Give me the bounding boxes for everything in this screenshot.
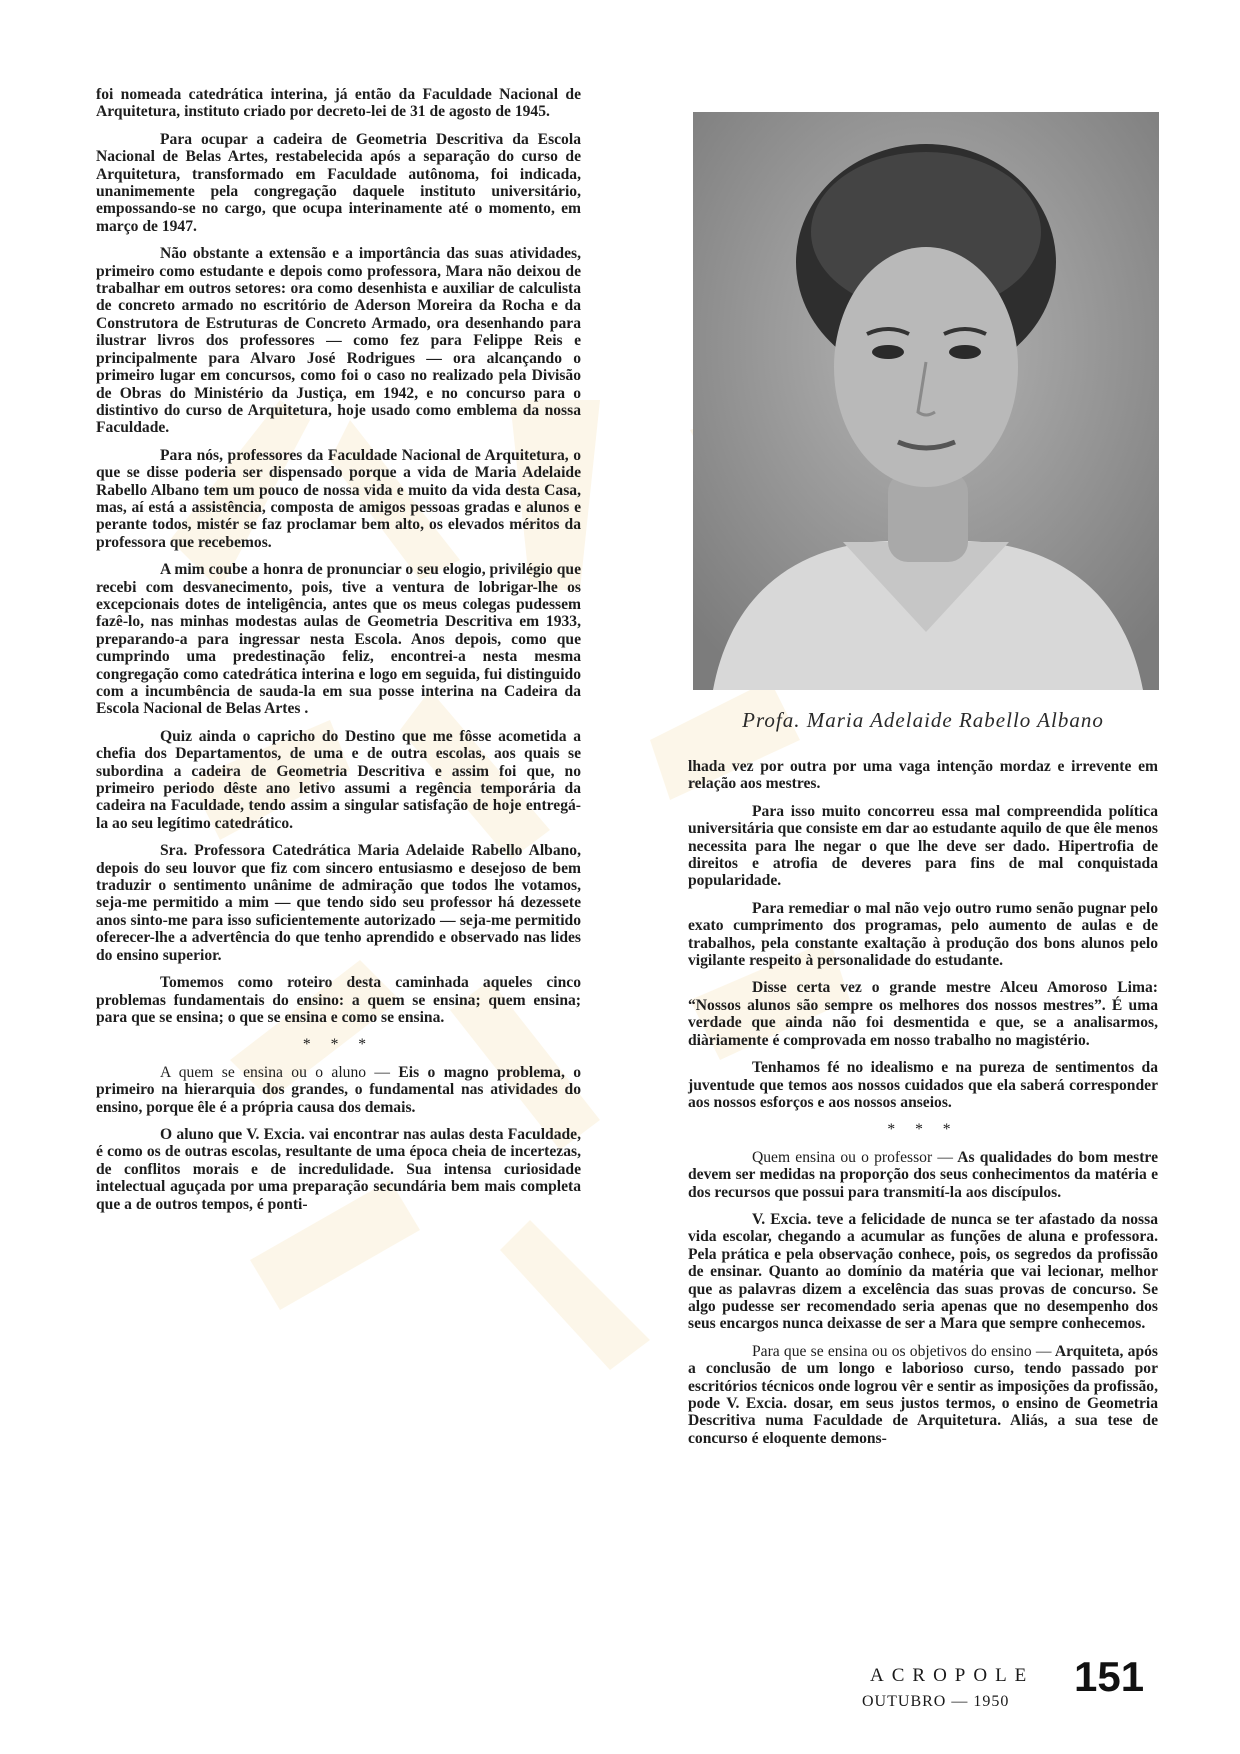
paragraph: O aluno que V. Excia. vai encontrar nas aulas desta Faculdade, é como os de outras escolas, resultante de uma época cheia de incertezas, de conflitos morais e de incredulidade. Sua intensa curiosidade intelectual aguçada por uma preparação secundária bem mais completa que a de outros tempos, é ponti- [96, 1125, 581, 1213]
portrait-illustration [693, 112, 1159, 690]
paragraph: V. Excia. teve a felicidade de nunca se ter afastado da nossa vida escolar, chegando a acumular as funções de aluna e professora. Pela prática e pela observação conhece, pois, os segredos da profissão de ensinar. Quanto ao domínio da matéria que vai lecionar, melhor que as palavras dizem a excelência das suas provas de concurso. Se algo pudesse ser recomendado seria apenas que no desempenho dos seus encargos nunca deixasse de ser a Mara que sempre conhecemos. [688, 1210, 1158, 1333]
section-paragraph [688, 1149, 1158, 1201]
paragraph: lhada vez por outra por uma vaga intenção mordaz e irrevente em relação aos mestres. [688, 758, 1158, 793]
paragraph: foi nomeada catedrática interina, já então da Faculdade Nacional de Arquitetura, instituto criado por decreto-lei de 31 de agosto de 1945. [96, 86, 581, 121]
left-column [96, 86, 581, 1223]
section-divider: * * * [302, 1036, 375, 1054]
section-text: Arquiteta, após a conclusão de um longo e laborioso curso, tendo passado por escritórios técnicos onde logrou vêr e sentir as imposições da profissão, pode V. Excia. dosar, em seus justos termos, o ensino de Geometria Descritiva numa Faculdade de Arquitetura. Aliás, a sua tese de concurso é eloquente demons- [688, 1342, 1158, 1447]
paragraph: Tomemos como roteiro desta caminhada aqueles cinco problemas fundamentais do ensino: a quem se ensina; quem ensina; para que se ensina; o que se ensina e como se ensina. [96, 974, 581, 1026]
section-heading: A quem se ensina ou o aluno — [160, 1063, 391, 1081]
section-text: As qualidades do bom mestre devem ser medidas na proporção dos seus conhecimentos da matéria e dos recursos que possui para transmití-la aos discípulos. [688, 1148, 1158, 1201]
photo-caption: Profa. Maria Adelaide Rabello Albano [742, 708, 1104, 732]
paragraph: Para ocupar a cadeira de Geometria Descritiva da Escola Nacional de Belas Artes, restabelecida após a separação do curso de Arquitetura, transformado em Faculdade autônoma, foi indicada, unanimemente pela congregação daquele instituto universitário, empossando-se no cargo, que ocupa interinamente até o momento, em março de 1947. [96, 130, 581, 235]
section-paragraph [96, 1064, 581, 1116]
paragraph: Sra. Professora Catedrática Maria Adelaide Rabello Albano, depois do seu louvor que fiz com sincero entusiasmo e desejoso de bem traduzir o sentimento unânime de admiração que todos lhe votamos, seja-me permitido a mim — que tendo sido seu professor há dezessete anos sinto-me para isso suficientemente autorizado — seja-me permitido oferecer-lhe a advertência do que tenho aprendido e observado nas lides do ensino superior. [96, 842, 581, 964]
paragraph: Para isso muito concorreu essa mal compreendida política universitária que consiste em dar ao estudante aquilo de que êle menos necessita para lhe negar o que lhe deve ser dado. Hipertrofia de direitos e atrofia de deveres para fins de mal conquistada popularidade. [688, 802, 1158, 890]
paragraph: Para nós, professores da Faculdade Nacional de Arquitetura, o que se disse poderia ser dispensado porque a vida de Maria Adelaide Rabello Albano tem um pouco de nossa vida e muito da vida desta Casa, mas, aí está a assistência, composta de amigos pessoas gradas e alunos e perante todos, mistér se faz proclamar bem alto, os elevados méritos da professora que recebemos. [96, 446, 581, 551]
paragraph: Para remediar o mal não vejo outro rumo senão pugnar pelo exato cumprimento dos programas, pelo aumento de aulas e de trabalhos, pela constante exaltação à produção dos bons alunos pelo vigilante respeito à personalidade do estudante. [688, 899, 1158, 970]
paragraph: A mim coube a honra de pronunciar o seu elogio, privilégio que recebi com desvanecimento, pois, tive a ventura de lobrigar-lhe os excepcionais dotes de inteligência, antes que os meus colegas pudessem fazê-lo, nas minhas modestas aulas de Geometria Descritiva em 1933, preparando-a para ingressar nesta Escola. Anos depois, como que cumprindo uma predestinação feliz, encontrei-a nesta mesma congregação como catedrática interina e logo em seguida, fui distinguido com a incumbência de sauda-la em sua posse interina na Cadeira da Escola Nacional de Belas Artes . [96, 561, 581, 718]
issue-date: OUTUBRO — 1950 [862, 1693, 1010, 1710]
magazine-name: ACROPOLE [870, 1665, 1035, 1686]
paragraph: Não obstante a extensão e a importância das suas atividades, primeiro como estudante e depois como professora, Mara não deixou de trabalhar em outros setores: ora como desenhista e auxiliar de calculista de concreto armado no escritório de Aderson Moreira da Rocha e da Construtora de Estruturas de Concreto Armado, ora desenhando para ilustrar livros dos professores — como fez para Felippe Reis e principalmente para Alvaro José Rodrigues — ora alcançando o primeiro lugar em concursos, como foi o caso no realizado pela Divisão de Obras do Ministério da Justiça, em 1942, e no concurso para o distintivo do curso de Arquitetura, hoje usado como emblema da nossa Faculdade. [96, 245, 581, 437]
paragraph: Disse certa vez o grande mestre Alceu Amoroso Lima: “Nossos alunos são sempre os melhores dos nossos mestres”. É uma verdade que ainda não foi desmentida e que, se a analisarmos, diàriamente é comprovada em nosso trabalho no magistério. [688, 979, 1158, 1049]
section-heading: Quem ensina ou o professor — [752, 1148, 953, 1166]
section-text: Eis o magno problema, o primeiro na hierarquia dos grandes, o fundamental nas atividades do ensino, porque êle é a própria causa dos demais. [96, 1063, 581, 1116]
section-heading: Para que se ensina ou os objetivos do ensino — [752, 1342, 1052, 1360]
paragraph: Quiz ainda o capricho do Destino que me fôsse acometida a chefia dos Departamentos, de uma e de outra escolas, aos quais se subordina a cadeira de Geometria Descritiva e assim foi que, no primeiro periodo dêste ano letivo assumi a regência temporária da cadeira na Faculdade, tendo assim a singular satisfação de hoje entregá-la ao seu legítimo catedrático. [96, 727, 581, 832]
portrait-photo [693, 112, 1159, 690]
paragraph: Tenhamos fé no idealismo e na pureza de sentimentos da juventude que temos aos nossos cuidados que ela saberá corresponder aos nossos esforços e aos nossos anseios. [688, 1059, 1158, 1111]
section-paragraph [688, 1343, 1158, 1447]
right-column [688, 758, 1158, 1457]
page-number: 151 [1074, 1653, 1145, 1700]
section-divider: * * * [887, 1121, 959, 1139]
